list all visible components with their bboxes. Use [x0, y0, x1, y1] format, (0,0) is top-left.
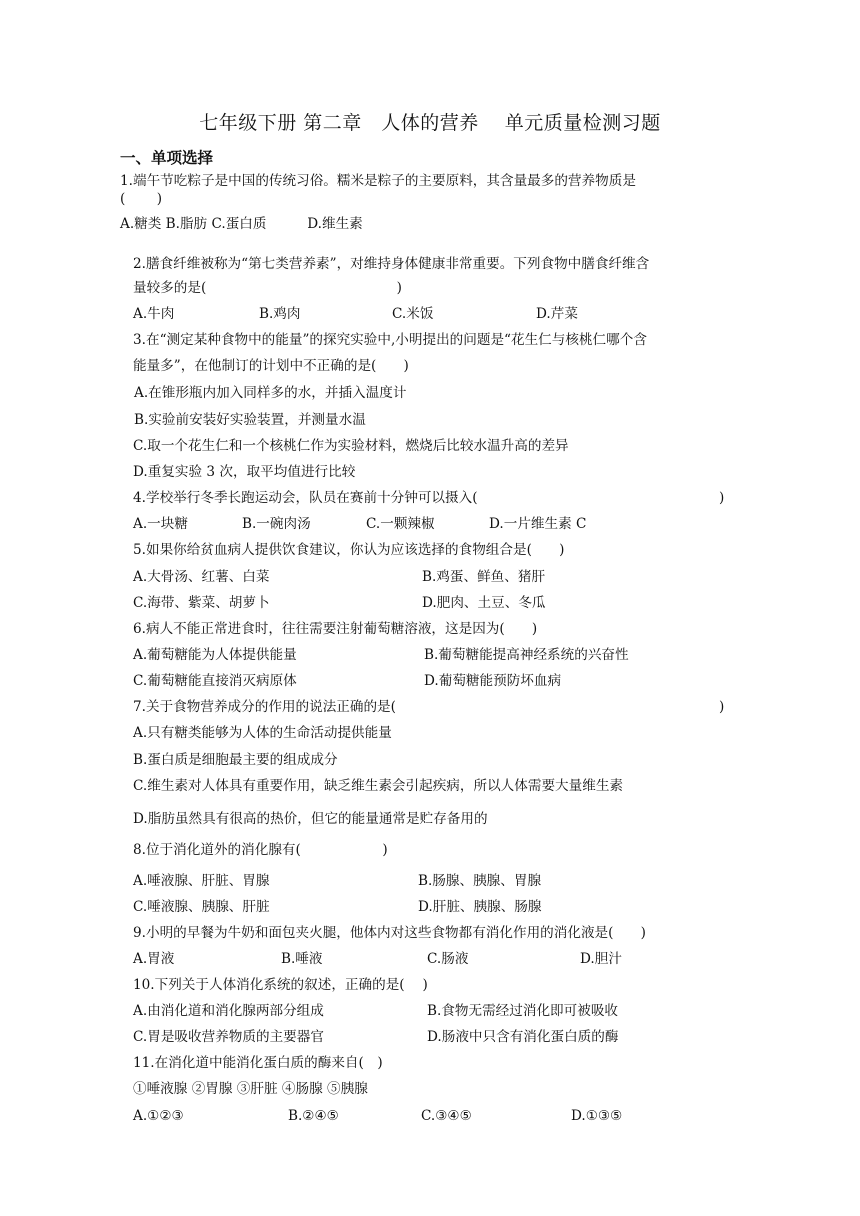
option-c: C.胃是吸收营养物质的主要器官 — [133, 1029, 324, 1045]
option-b: B.一碗肉汤 — [242, 516, 311, 532]
option-a: A.胃液 — [133, 951, 175, 967]
question-2-stem-cont: 量较多的是( ) — [133, 280, 402, 296]
question-5-stem: 5.如果你给贫血病人提供饮食建议，你认为应该选择的食物组合是( ) — [133, 542, 565, 558]
option-d: D.一片维生素 C — [489, 516, 587, 532]
option-b: B.鸡蛋、鲜鱼、猪肝 — [422, 569, 546, 585]
question-3-option-d: D.重复实验 3 次，取平均值进行比较 — [133, 464, 356, 480]
option-d: D.葡萄糖能预防坏血病 — [424, 673, 562, 689]
question-7-option-d: D.脂肪虽然具有很高的热价，但它的能量通常是贮存备用的 — [133, 811, 488, 827]
option-a: A.葡萄糖能为人体提供能量 — [133, 647, 297, 663]
option-b: B.唾液 — [281, 951, 323, 967]
question-3-stem-cont: 能量多”，在他制订的计划中不正确的是( ) — [133, 358, 409, 374]
option-d: D.①③⑤ — [571, 1108, 623, 1124]
option-d: D.胆汁 — [580, 951, 622, 967]
question-6-options-row-2 — [133, 672, 733, 690]
option-a: A.牛肉 — [133, 306, 175, 322]
question-1-stem: 1.端午节吃粽子是中国的传统习俗。糯米是粽子的主要原料，其含量最多的营养物质是 — [120, 173, 636, 189]
option-c: C.一颗辣椒 — [366, 516, 435, 532]
option-a: A.唾液腺、肝脏、胃腺 — [133, 873, 270, 889]
option-a: A.①②③ — [133, 1108, 184, 1124]
option-b: B.葡萄糖能提高神经系统的兴奋性 — [424, 647, 629, 663]
option-d: D.芹菜 — [536, 306, 578, 322]
question-7-option-c: C.维生素对人体具有重要作用，缺乏维生素会引起疾病，所以人体需要大量维生素 — [133, 778, 624, 794]
option-c: C.米饭 — [392, 306, 434, 322]
question-3-option-b: B.实验前安装好实验装置，并测量水温 — [134, 412, 366, 428]
question-4-stem — [133, 489, 733, 507]
question-5-options-row-2 — [133, 594, 733, 612]
option-d: D.肠液中只含有消化蛋白质的酶 — [427, 1029, 619, 1045]
question-9-options — [133, 950, 733, 968]
option-c: C.海带、紫菜、胡萝卜 — [133, 595, 270, 611]
question-11-options — [133, 1107, 733, 1125]
page-title: 七年级下册 第二章 人体的营养 单元质量检测习题 — [199, 112, 661, 134]
question-10-options-row-2 — [133, 1028, 733, 1046]
question-1-stem-cont: ( ) — [120, 191, 163, 207]
option-c: C.肠液 — [427, 951, 469, 967]
question-1-options: A.糖类 B.脂肪 C.蛋白质 D.维生素 — [120, 216, 363, 232]
question-3-stem: 3.在“测定某种食物中的能量”的探究实验中,小明提出的问题是“花生仁与核桃仁哪个含 — [133, 332, 647, 348]
option-a: A.由消化道和消化腺两部分组成 — [133, 1003, 324, 1019]
question-8-stem: 8.位于消化道外的消化腺有( ) — [133, 842, 388, 858]
question-9-stem: 9.小明的早餐为牛奶和面包夹火腿，他体内对这些食物都有消化作用的消化液是( ) — [133, 925, 646, 941]
stem-text: 7.关于食物营养成分的作用的说法正确的是( — [133, 699, 396, 715]
section-heading: 一、单项选择 — [120, 149, 214, 167]
option-b: B.②④⑤ — [288, 1108, 339, 1124]
question-6-stem: 6.病人不能正常进食时，往往需要注射葡萄糖溶液，这是因为( ) — [133, 621, 538, 637]
question-8-options-row-2 — [133, 898, 733, 916]
stem-bracket: ) — [719, 490, 725, 506]
option-c: C.③④⑤ — [421, 1108, 472, 1124]
question-6-options-row-1 — [133, 646, 733, 664]
option-c: C.唾液腺、胰腺、肝脏 — [133, 899, 270, 915]
question-5-options-row-1 — [133, 568, 733, 586]
question-10-stem: 10.下列关于人体消化系统的叙述，正确的是( ) — [133, 977, 428, 993]
question-11-choices: ①唾液腺 ②胃腺 ③肝脏 ④肠腺 ⑤胰腺 — [133, 1081, 368, 1097]
option-d: D.肝脏、胰腺、肠腺 — [418, 899, 542, 915]
option-a: A.一块糖 — [133, 516, 188, 532]
question-3-option-a: A.在锥形瓶内加入同样多的水，并插入温度计 — [134, 385, 407, 401]
question-7-option-a: A.只有糖类能够为人体的生命活动提供能量 — [133, 725, 392, 741]
option-a: A.大骨汤、红薯、白菜 — [133, 569, 270, 585]
option-d: D.肥肉、土豆、冬瓜 — [422, 595, 546, 611]
option-b: B.肠腺、胰腺、胃腺 — [418, 873, 542, 889]
question-2-options — [133, 305, 733, 323]
question-8-options-row-1 — [133, 872, 733, 890]
option-c: C.葡萄糖能直接消灭病原体 — [133, 673, 297, 689]
question-3-option-c: C.取一个花生仁和一个核桃仁作为实验材料，燃烧后比较水温升高的差异 — [133, 438, 569, 454]
question-7-option-b: B.蛋白质是细胞最主要的组成成分 — [133, 752, 338, 768]
question-7-stem — [133, 698, 733, 716]
stem-text: 4.学校举行冬季长跑运动会，队员在赛前十分钟可以摄入( — [133, 490, 478, 506]
question-4-options — [133, 515, 733, 533]
question-10-options-row-1 — [133, 1002, 733, 1020]
option-b: B.食物无需经过消化即可被吸收 — [427, 1003, 619, 1019]
question-2-stem: 2.膳食纤维被称为“第七类营养素”，对维持身体健康非常重要。下列食物中膳食纤维含 — [133, 256, 650, 272]
option-b: B.鸡肉 — [259, 306, 301, 322]
question-11-stem: 11.在消化道中能消化蛋白质的酶来自( ) — [133, 1055, 383, 1071]
stem-bracket: ) — [719, 699, 725, 715]
